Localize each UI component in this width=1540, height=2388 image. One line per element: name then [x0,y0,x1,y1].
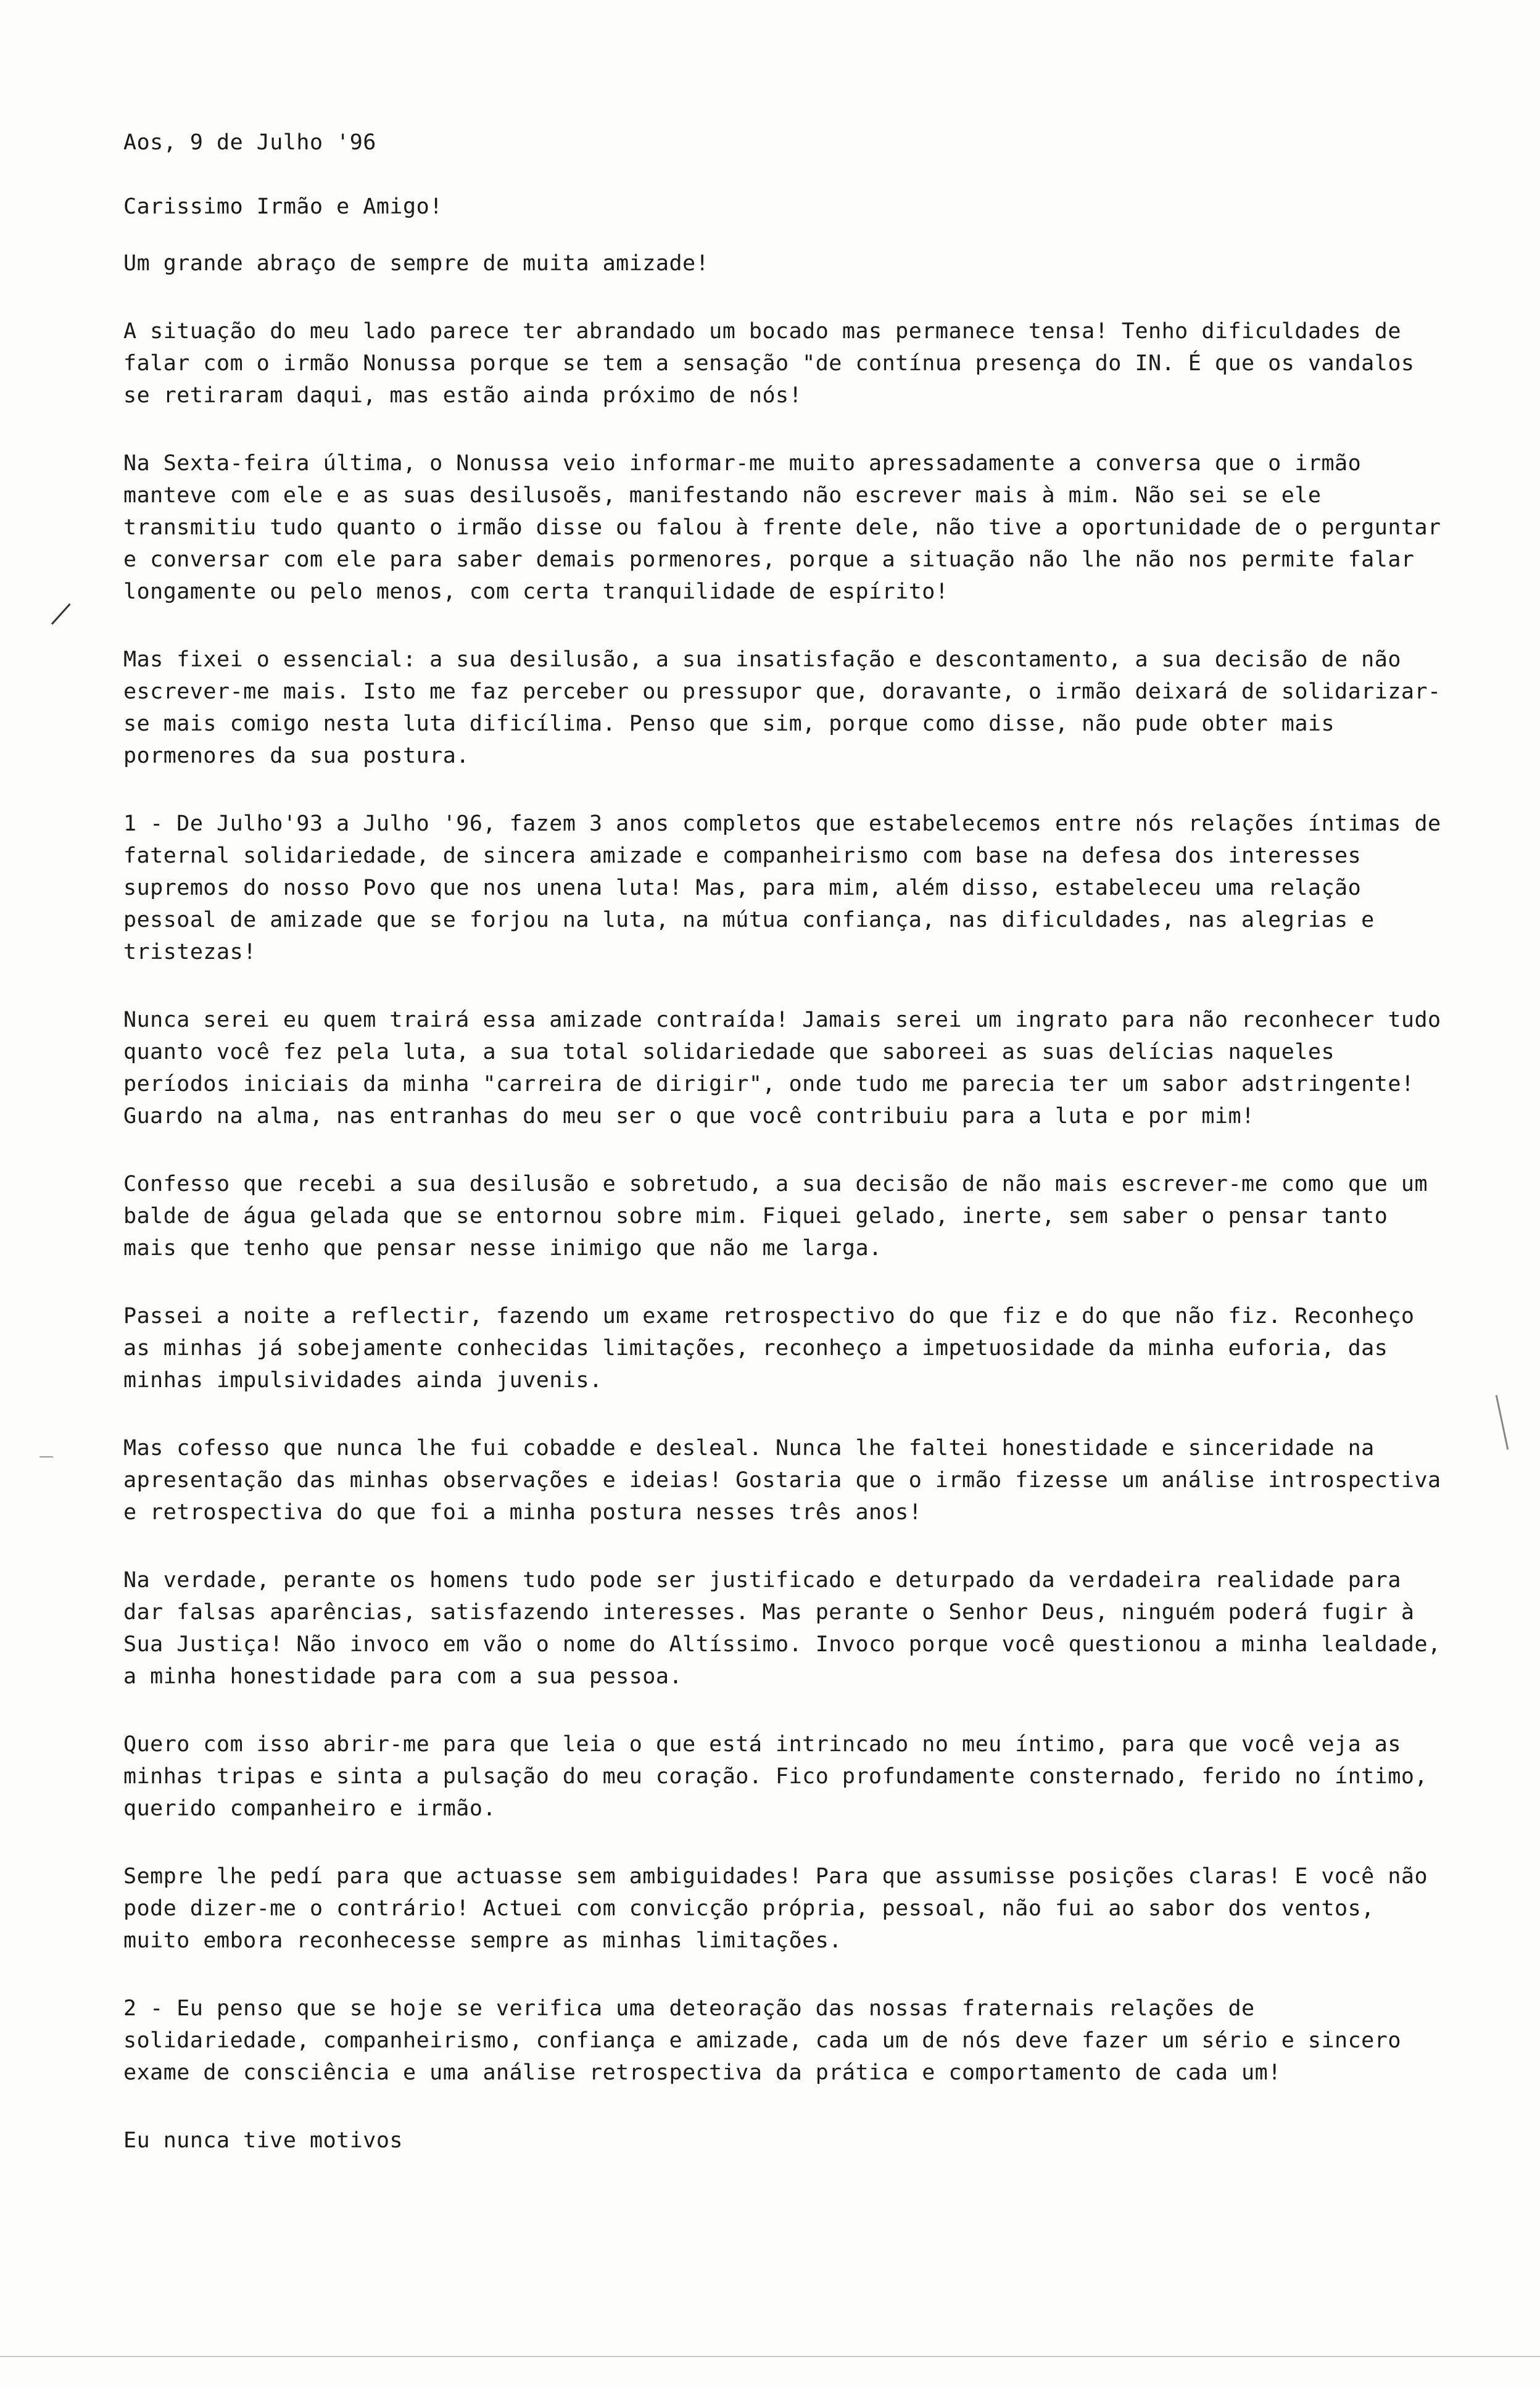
margin-edge-mark [1496,1395,1509,1450]
paragraph: 1 - De Julho'93 a Julho '96, fazem 3 anos completos que estabelecemos entre nós relações íntimas de faternal solidariedade, de sincera amizade e companheirismo com base na defesa dos interesses supremos do nosso Povo que nos unena luta! Mas, para mim, além disso, estabeleceu uma relação pessoal de amizade que se forjou na luta, na mútua confiança, nas dificuldades, nas alegrias e tristezas! [123,811,1441,964]
letter-greeting: Um grande abraço de sempre de muita amizade! [123,251,710,276]
letter-date: Aos, 9 de Julho '96 [123,130,376,155]
closing-fragment: Eu nunca tive motivos [123,2128,404,2153]
letter-body [123,126,1450,2192]
paragraph: Mas fixei o essencial: a sua desilusão, a sua insatisfação e descontamento, a sua decisão de não escrever-me mais. Isto me faz perceber ou pressupor que, doravante, o irmão deixará de solidarizar-se mais comigo nesta luta dificílima. Penso que sim, porque como disse, não pude obter mais pormenores da sua postura. [123,647,1441,768]
paragraph: Na Sexta-feira última, o Nonussa veio informar-me muito apressadamente a conversa que o irmão manteve com ele e as suas desilusoẽs, manifestando não escrever mais à mim. Não sei se ele transmitiu tudo quanto o irmão disse ou falou à frente dele, não tive a oportunidade de o perguntar e conversar com ele para saber demais pormenores, porque a situação não lhe não nos permite falar longamente ou pelo menos, com certa tranquilidade de espírito! [123,451,1441,604]
paragraph: Passei a noite a reflectir, fazendo um exame retrospectivo do que fiz e do que não fiz. Reconheço as minhas já sobejamente conhecidas limitações, reconheço a impetuosidade da minha euforia, das minhas impulsividades ainda juvenis. [123,1304,1415,1393]
paragraph: 2 - Eu penso que se hoje se verifica uma deteoração das nossas fraternais relações de solidariedade, companheirismo, confiança e amizade, cada um de nós deve fazer um sério e sincero exame de consciência e uma análise retrospectiva da prática e comportamento de cada um! [123,1996,1401,2085]
paragraph: Quero com isso abrir-me para que leia o que está intrincado no meu íntimo, para que você veja as minhas tripas e sinta a pulsação do meu coração. Fico profundamente consternado, ferido no íntimo, querido companheiro e irmão. [123,1732,1428,1821]
paragraph: Nunca serei eu quem trairá essa amizade contraída! Jamais serei um ingrato para não reconhecer tudo quanto você fez pela luta, a sua total solidariedade que saboreei as suas delícias naqueles períodos iniciais da minha "carreira de dirigir", onde tudo me parecia ter um sabor adstringente! Guardo na alma, nas entranhas do meu ser o que você contribuiu para a luta e por mim! [123,1008,1441,1129]
paragraph: Confesso que recebi a sua desilusão e sobretudo, a sua decisão de não mais escrever-me como que um balde de água gelada que se entornou sobre mim. Fiquei gelado, inerte, sem saber o pensar tanto mais que tenho que pensar nesse inimigo que não me larga. [123,1172,1428,1261]
letter-salutation: Carissimo Irmão e Amigo! [123,194,443,219]
paragraph: Na verdade, perante os homens tudo pode ser justificado e deturpado da verdadeira realidade para dar falsas aparências, satisfazendo interesses. Mas perante o Senhor Deus, ninguém poderá fugir à Sua Justiça! Não invoco em vão o nome do Altíssimo. Invoco porque você questionou a minha lealdade, a minha honestidade para com a sua pessoa. [123,1568,1441,1689]
paragraph: A situação do meu lado parece ter abrandado um bocado mas permanece tensa! Tenho dificuldades de falar com o irmão Nonussa porque se tem a sensação "de contínua presença do IN. É que os vandalos se retiraram daqui, mas estão ainda próximo de nós! [123,319,1415,408]
margin-tick-mark [51,603,71,625]
page-bottom-edge [0,2356,1540,2357]
paragraph: Mas cofesso que nunca lhe fui cobadde e desleal. Nunca lhe faltei honestidade e sinceridade na apresentação das minhas observações e ideias! Gostaria que o irmão fizesse um análise introspectiva e retrospectiva do que foi a minha postura nesses três anos! [123,1436,1441,1525]
paragraph: Sempre lhe pedí para que actuasse sem ambiguidades! Para que assumisse posições claras! E você não pode dizer-me o contrário! Actuei com convicção própria, pessoal, não fui ao sabor dos ventos, muito embora reconhecesse sempre as minhas limitações. [123,1864,1428,1953]
margin-dot-mark [39,1456,53,1457]
